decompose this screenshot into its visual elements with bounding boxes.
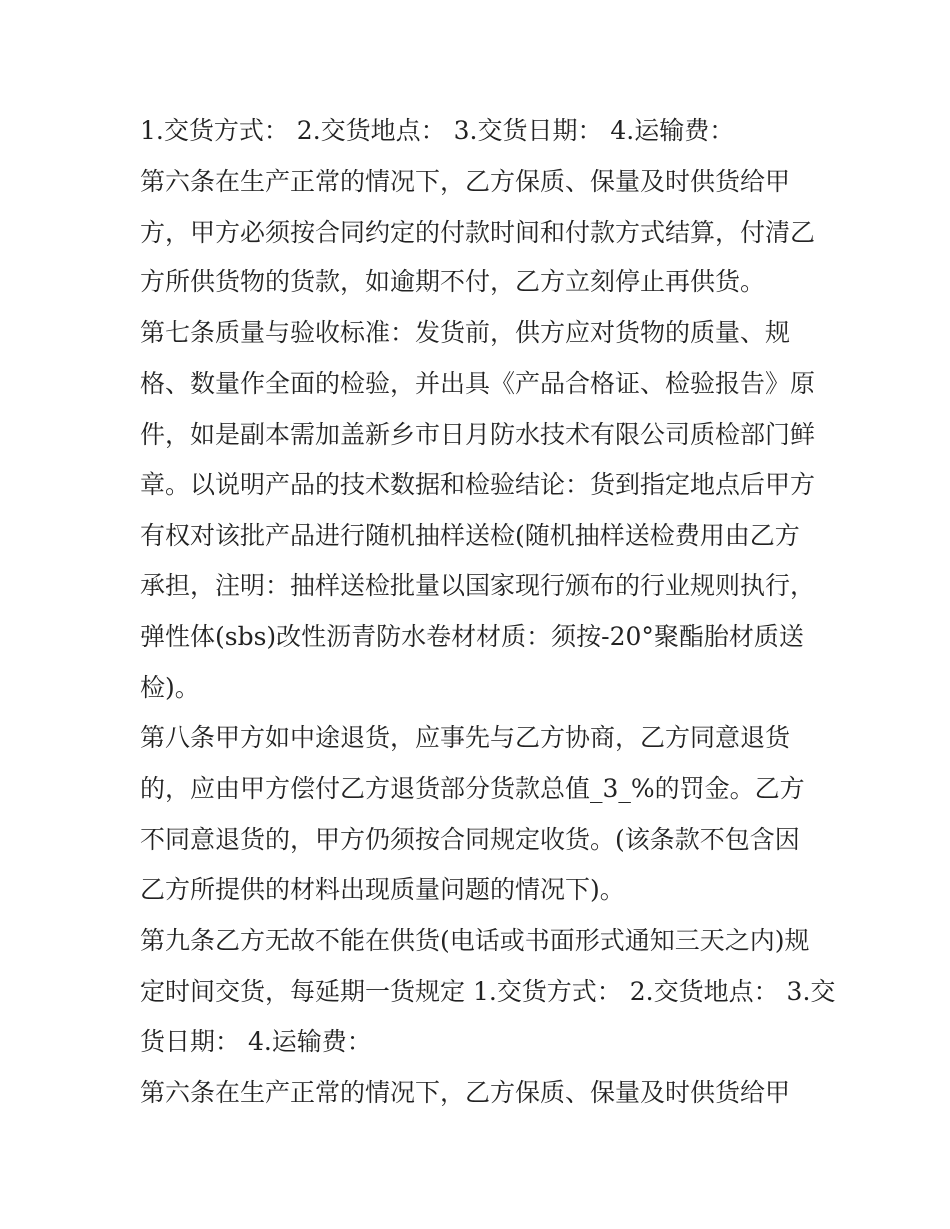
text-line: 货日期： 4.运输费： xyxy=(140,1027,372,1056)
text-line: 不同意退货的，甲方仍须按合同规定收货。(该条款不包含因 xyxy=(140,825,800,854)
text-line: 章。以说明产品的技术数据和检验结论：货到指定地点后甲方 xyxy=(140,470,816,499)
text-line: 第六条在生产正常的情况下，乙方保质、保量及时供货给甲 xyxy=(140,1078,791,1107)
text-line: 第七条质量与验收标准：发货前，供方应对货物的质量、规 xyxy=(140,318,791,347)
text-line: 定时间交货，每延期一货规定 1.交货方式： 2.交货地点： 3.交 xyxy=(140,977,836,1006)
text-line: 有权对该批产品进行随机抽样送检(随机抽样送检费用由乙方 xyxy=(140,521,800,550)
text-line: 乙方所提供的材料出现质量问题的情况下)。 xyxy=(140,875,625,904)
text-line: 格、数量作全面的检验，并出具《产品合格证、检验报告》原 xyxy=(140,369,816,398)
text-line: 承担，注明：抽样送检批量以国家现行颁布的行业规则执行， xyxy=(140,571,816,600)
text-line: 1.交货方式： 2.交货地点： 3.交货日期： 4.运输费： xyxy=(140,116,735,145)
text-line: 检)。 xyxy=(140,673,200,702)
text-line: 第八条甲方如中途退货，应事先与乙方协商，乙方同意退货 xyxy=(140,723,791,752)
text-line: 的，应由甲方偿付乙方退货部分货款总值_3_%的罚金。乙方 xyxy=(140,774,805,803)
text-line: 方，甲方必须按合同约定的付款时间和付款方式结算，付清乙 xyxy=(140,218,816,247)
text-line: 方所供货物的货款，如逾期不付，乙方立刻停止再供货。 xyxy=(140,267,766,296)
text-line: 件，如是副本需加盖新乡市日月防水技术有限公司质检部门鲜 xyxy=(140,420,816,449)
text-line: 第六条在生产正常的情况下，乙方保质、保量及时供货给甲 xyxy=(140,167,791,196)
text-line: 弹性体(sbs)改性沥青防水卷材材质：须按-20°聚酯胎材质送 xyxy=(140,622,804,651)
text-line: 第九条乙方无故不能在供货(电话或书面形式通知三天之内)规 xyxy=(140,926,810,955)
